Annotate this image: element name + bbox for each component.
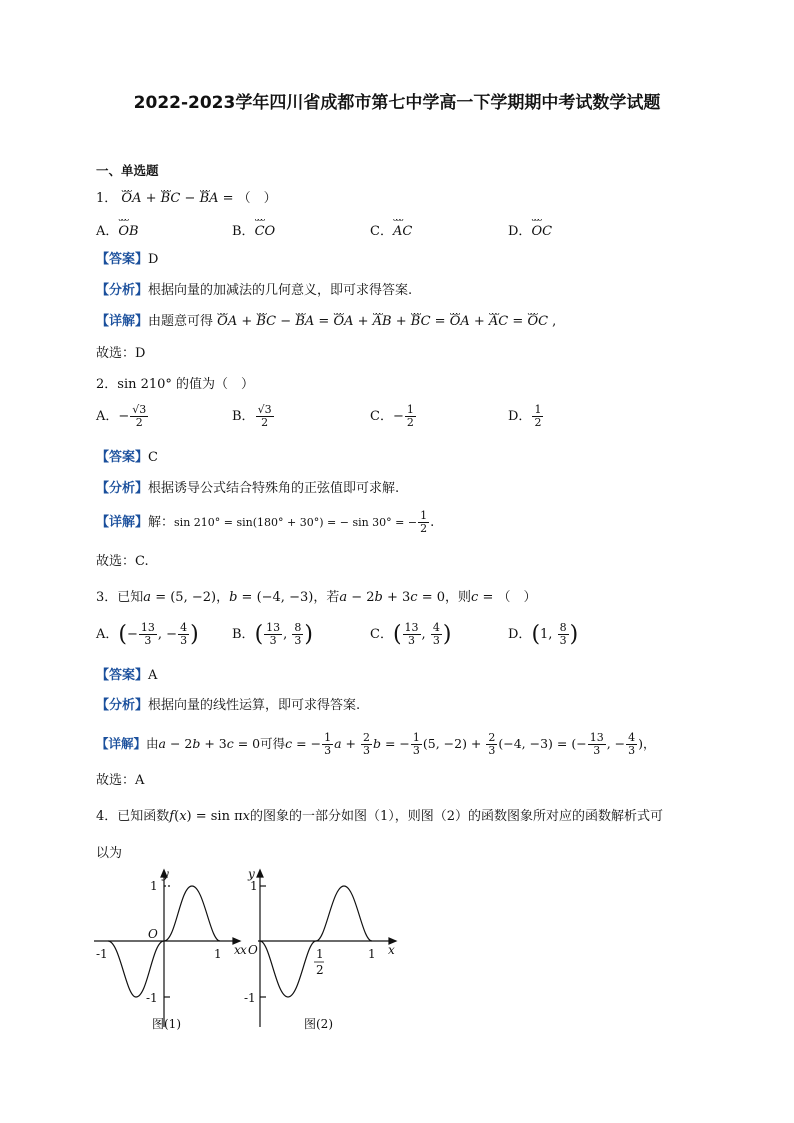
q3-option-d: D．(1, $\frac{8}{3}$ ) xyxy=(508,621,579,647)
q1-stem-suffix: = （ ） xyxy=(218,191,277,206)
q1-stem: 1． ᴗᴗᴗ OA + ᴗᴗᴗ BC − ᴗᴗᴗ BA = （ ） xyxy=(96,190,277,208)
q2-stem: 2．sin 210° 的值为（ ） xyxy=(96,377,255,392)
svg-text:1: 1 xyxy=(316,947,324,961)
svg-text:y: y xyxy=(162,867,169,881)
function-graphs-figure xyxy=(90,862,410,1037)
q3-choose: 故选：A xyxy=(96,773,145,788)
svg-text:2: 2 xyxy=(316,963,324,977)
q2-option-a: A．− $\frac{√3}{2}$ xyxy=(96,403,147,429)
q1-option-a: A．ᴗᴗᴗ OB xyxy=(96,220,139,239)
q1-option-d: D．ᴗᴗᴗ OC xyxy=(508,220,552,239)
svg-text:1: 1 xyxy=(250,879,258,893)
svg-text:y: y xyxy=(248,867,255,881)
svg-text:-1: -1 xyxy=(244,991,256,1005)
q3-analysis: 【分析】根据向量的线性运算，即可求得答案. xyxy=(96,698,361,713)
page-title: 2022-2023学年四川省成都市第七中学高一下学期期中考试数学试题 xyxy=(133,93,661,113)
q3-option-a: A．(− $\frac{13}{3}$ , − $\frac{4}{3}$ ) xyxy=(96,621,199,647)
q1-choose: 故选：D xyxy=(96,346,146,361)
svg-text:-1: -1 xyxy=(146,991,158,1005)
svg-text:x: x xyxy=(234,943,241,957)
svg-text:x: x xyxy=(388,943,395,957)
svg-text:图(1): 图(1) xyxy=(152,1017,181,1031)
q3-answer: 【答案】A xyxy=(96,668,158,683)
svg-text:-1: -1 xyxy=(96,947,108,961)
q4-stem: 4．已知函数f(x) = sin πx的图象的一部分如图（1），则图（2）的函数图象所对应的函数解析式可 xyxy=(96,809,664,824)
q3-option-c: C．( $\frac{13}{3}$ , $\frac{4}{3}$ ) xyxy=(370,621,452,647)
svg-text:图(2): 图(2) xyxy=(304,1017,333,1031)
q3-option-b: B．( $\frac{13}{3}$ , $\frac{8}{3}$ ) xyxy=(232,621,314,647)
svg-text:O: O xyxy=(248,943,258,957)
q3-stem: 3．已知a = (5, −2)，b = (−4, −3)，若a − 2b + 3c = 0，则c = （ ） xyxy=(96,590,537,605)
q2-option-c: C．− $\frac{1}{2}$ xyxy=(370,403,414,429)
svg-text:O: O xyxy=(148,927,158,941)
svg-text:1: 1 xyxy=(150,879,158,893)
q2-detail: 【详解】解：sin 210° = sin(180° + 30°) = − sin 30° = − $\frac{1}{2}$ . xyxy=(96,509,435,535)
graph-2-labels xyxy=(240,867,395,1031)
q1-option-b: B．ᴗᴗᴗ CO xyxy=(232,220,275,239)
q1-analysis: 【分析】根据向量的加减法的几何意义，即可求得答案. xyxy=(96,283,413,298)
q2-option-d: D． $\frac{1}{2}$ xyxy=(508,403,542,429)
q1-answer: 【答案】D xyxy=(96,252,159,267)
q2-answer: 【答案】C xyxy=(96,450,158,465)
q1-detail: 【详解】由题意可得 ᴗᴗᴗ OA + ᴗᴗᴗ BC − ᴗᴗᴗ BA = ᴗᴗᴗ OA + ᴗᴗᴗ AB + ᴗᴗᴗ BC = ᴗᴗᴗ OA + ᴗᴗᴗ AC = ᴗᴗᴗ OC , xyxy=(96,313,556,331)
svg-text:1: 1 xyxy=(368,947,376,961)
q2-analysis: 【分析】根据诱导公式结合特殊角的正弦值即可求解. xyxy=(96,481,400,496)
q2-choose: 故选：C. xyxy=(96,554,149,569)
svg-text:x: x xyxy=(240,943,247,957)
q4-stem-cont: 以为 xyxy=(96,846,123,861)
q3-detail: 【详解】由a − 2b + 3c = 0可得c = − $\frac{1}{3}$ a + $\frac{2}{3}$ b = − $\frac{1}{3}$ (5, −2) + $\frac{2}{3}$ (−4, −3) = (− $\frac{13}{3}$ , − $\frac{4}{3}$ )， xyxy=(96,731,656,757)
q1-number: 1． xyxy=(96,191,118,206)
q1-option-c: C．ᴗᴗᴗ AC xyxy=(370,220,412,239)
section-heading: 一、单选题 xyxy=(96,163,159,178)
q2-option-b: B． $\frac{√3}{2}$ xyxy=(232,403,272,429)
graph-1-labels xyxy=(96,867,241,1031)
svg-text:1: 1 xyxy=(214,947,222,961)
